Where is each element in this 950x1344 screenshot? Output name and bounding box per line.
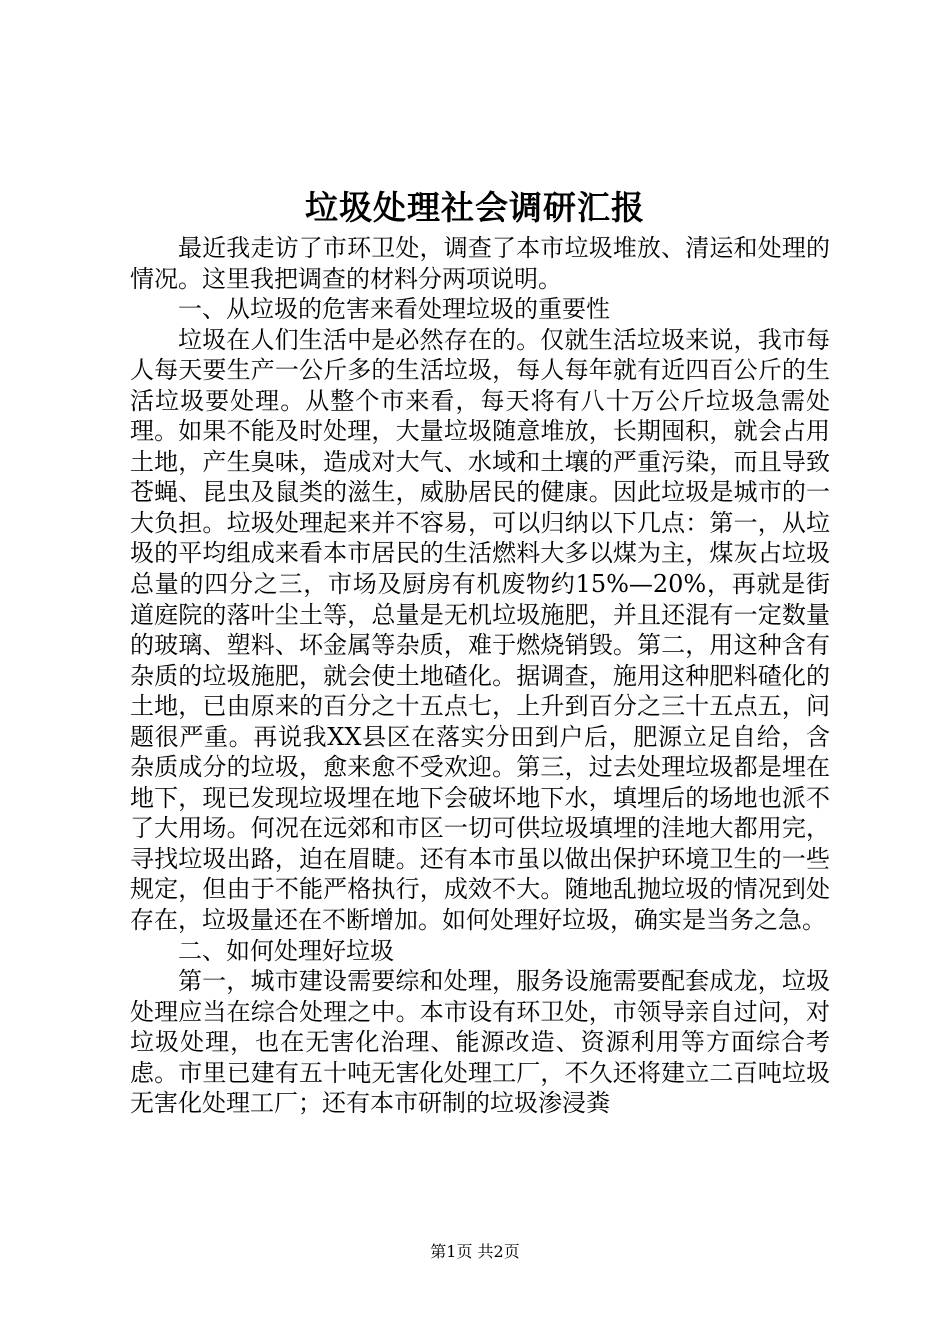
paragraph-intro: 最近我走访了市环卫处，调查了本市垃圾堆放、清运和处理的情况。这里我把调查的材料分两项说明。 <box>130 234 830 293</box>
paragraph-section-2: 第一，城市建设需要综和处理，服务设施需要配套成龙，垃圾处理应当在综合处理之中。本市设有环卫处，市领导亲自过问，对垃圾处理，也在无害化治理、能源改造、资源利用等方面综合考虑。市里已建有五十吨无害化处理工厂，不久还将建立二百吨垃圾无害化处理工厂；还有本市研制的垃圾渗浸粪 <box>130 967 830 1118</box>
document-title: 垃圾处理社会调研汇报 <box>305 188 645 227</box>
section-heading-2: 二、如何处理好垃圾 <box>178 936 394 965</box>
page-footer: 第1页 共2页 <box>430 1242 520 1261</box>
document-body <box>130 233 830 1119</box>
paragraph-section-1: 垃圾在人们生活中是必然存在的。仅就生活垃圾来说，我市每人每天要生产一公斤多的生活垃圾，每人每年就有近四百公斤的生活垃圾要处理。从整个市来看，每天将有八十万公斤垃圾急需处理。如果不能及时处理，大量垃圾随意堆放，长期囤积，就会占用土地，产生臭味，造成对大气、水域和土壤的严重污染，而且导致苍蝇、昆虫及鼠类的滋生，威胁居民的健康。因此垃圾是城市的一大负担。垃圾处理起来并不容易，可以归纳以下几点：第一，从垃圾的平均组成来看本市居民的生活燃料大多以煤为主，煤灰占垃圾总量的四分之三，市场及厨房有机废物约15%—20%，再就是街道庭院的落叶尘土等，总量是无机垃圾施肥，并且还混有一定数量的玻璃、塑料、坏金属等杂质，难于燃烧销毁。第二，用这种含有杂质的垃圾施肥，就会使土地碴化。据调查，施用这种肥料碴化的土地，已由原来的百分之十五点七，上升到百分之三十五点五，问题很严重。再说我XX县区在落实分田到户后，肥源立足自给，含杂质成分的垃圾，愈来愈不受欢迎。第三，过去处理垃圾都是埋在地下，现已发现垃圾埋在地下会破坏地下水，填埋后的场地也派不了大用场。何况在远郊和市区一切可供垃圾填埋的洼地大都用完，寻找垃圾出路，迫在眉睫。还有本市虽以做出保护环境卫生的一些规定，但由于不能严格执行，成效不大。随地乱抛垃圾的情况到处存在，垃圾量还在不断增加。如何处理好垃圾，确实是当务之急。 <box>130 325 830 935</box>
section-heading-1: 一、从垃圾的危害来看处理垃圾的重要性 <box>178 295 610 324</box>
